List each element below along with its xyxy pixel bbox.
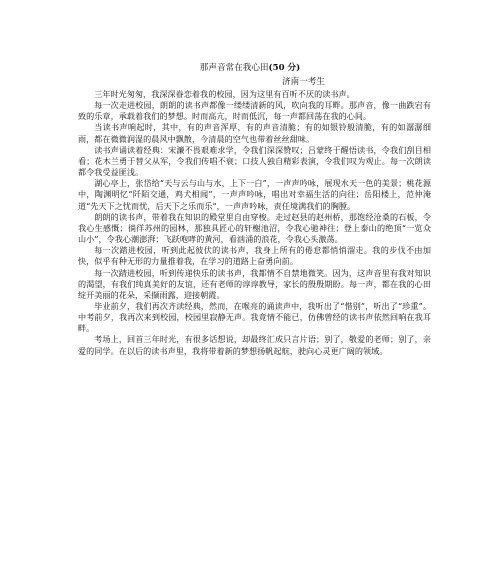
paragraph: 每一次踏进校园，听到传递快乐的读书声，我都情不自禁地微笑。因为，这声音里有我对知识的渴望，有我们纯真美好的友谊，还有老师的谆谆教导，家长的殷殷期盼。每一声，都在我的心田绽开美丽的花朵，采撷雨露，迎接朝霞。 xyxy=(78,267,431,300)
paragraph: 读书声诵读着经典：宋濂不畏艰难求学，令我们深深赞叹；吕蒙终于醒悟读书，令我们刮目相看；花木兰勇于替父从军，令我们传唱不衰；口技人独自精彩表演，令我们叹为观止。每一次朗读都令我受益匪浅。 xyxy=(78,144,431,178)
paragraph: 湖心亭上，张岱给“天与云与山与水，上下一白”，一声声吟咏，展现水天一色的美景；桃花源中，陶渊明忆“阡陌交通，鸡犬相闻”，一声声吟咏，唱出对幸福生活的向往；岳阳楼上，范仲淹道“先天下之忧而忧，后天下之乐而乐”，一声声吟咏，责任境满我们的胸膛。 xyxy=(78,178,431,211)
paragraph: 考场上，回首三年时光，有很多话想说，却最终汇成只言片语；别了，敬爱的老师；别了，亲爱的同学。在以后的读书声里，我将带着新的梦想扬帆起航，驶向心灵更广阔的领域。 xyxy=(78,334,431,356)
paragraph: 朗朗的读书声，带着我在知识的殿堂里自由穿梭。走过赵县的赵州桥，那饱经沧桑的石板，令我心生感慨；徜徉苏州的园林，那独具匠心的轩榭池沼，令我心驰神往；登上泰山的绝顶“一览众山小”，令我心潮澎湃；飞跃咆哮的黄河，看汹涌的浪花，令我心头激荡。 xyxy=(78,211,431,245)
paragraph: 每一次走进校园，朗朗的读书声都像一缕缕清新的风，吹向我的耳畔。那声音，像一曲跌宕有致的乐章，承载着我们的梦想。时而高亢，时而低沉，每一声都回荡在我的心间。 xyxy=(78,100,431,122)
essay-title-text: 那声音常在我心田 xyxy=(199,63,269,73)
essay-body xyxy=(78,89,431,357)
paragraph: 毕业前夕，我们再次齐读经典，然而，在喉亮的诵读声中，我听出了“惜别”，听出了“珍重”。中考前夕，我再次来到校园，校园里寂静无声。我竟情不能已，仿佛曾经的读书声依然回响在我耳畔。 xyxy=(78,300,431,334)
paragraph: 当读书声响起时，其中，有的声音浑厚，有的声音清脆；有的如银铃般清脆，有的如潺潺细雨，都在微微润湿的晨风中飘散，今清晨的空气也带着丝丝甜味。 xyxy=(78,122,431,144)
essay-author: 济南一考生 xyxy=(282,77,325,87)
essay-score: (50 分) xyxy=(268,63,301,73)
essay-title xyxy=(0,62,500,74)
paragraph: 每一次踏进校园，听到此起彼伏的读书声，我身上所有的倦怠都悄悄溜走。我的步伐不由加快，似乎有种无形的力量推着我，在学习的道路上奋勇向前。 xyxy=(78,245,431,267)
paragraph: 三年时光匆匆，我深深眷恋着我的校园，因为这里有百听不厌的读书声。 xyxy=(94,89,355,99)
